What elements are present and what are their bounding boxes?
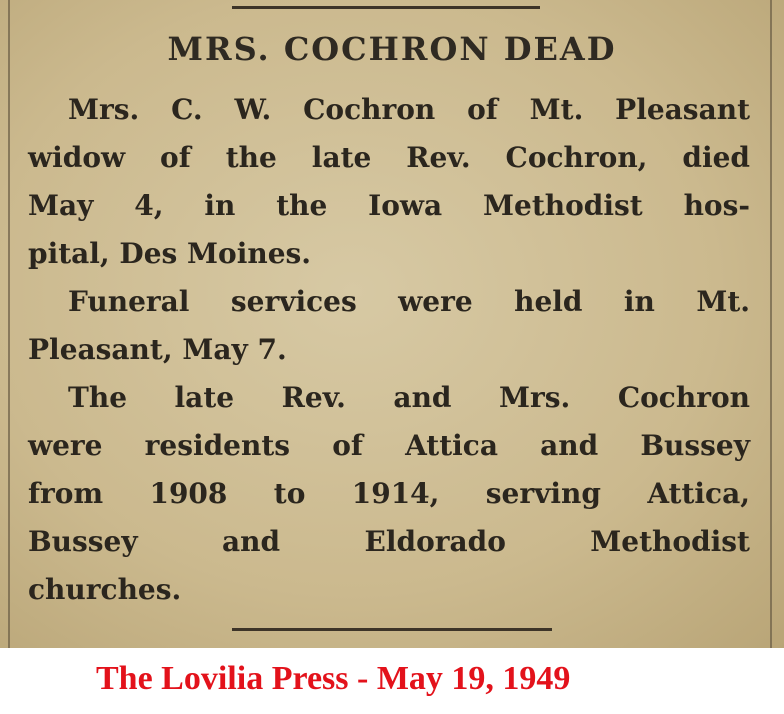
article-line: Bussey and Eldorado Methodist [28,525,750,558]
article-line: The late Rev. and Mrs. Cochron [68,381,750,414]
article-line: widow of the late Rev. Cochron, died [28,141,750,174]
article-body [28,86,750,614]
article-line: churches. [28,573,182,606]
article-line: May 4, in the Iowa Methodist hos- [28,189,750,222]
article-line: Funeral services were held in Mt. [68,285,750,318]
article-line: were residents of Attica and Bussey [28,429,750,462]
column-rule-right [770,0,772,648]
article-line: pital, Des Moines. [28,237,312,270]
source-caption: The Lovilia Press - May 19, 1949 [96,660,571,697]
article-line: Pleasant, May 7. [28,333,287,366]
article-line: Mrs. C. W. Cochron of Mt. Pleasant [68,93,750,126]
top-divider-rule [232,6,540,9]
article-line: from 1908 to 1914, serving Attica, [28,477,750,510]
headline: MRS. COCHRON DEAD [167,30,617,68]
column-rule-left [8,0,10,648]
bottom-divider-rule [232,628,552,631]
